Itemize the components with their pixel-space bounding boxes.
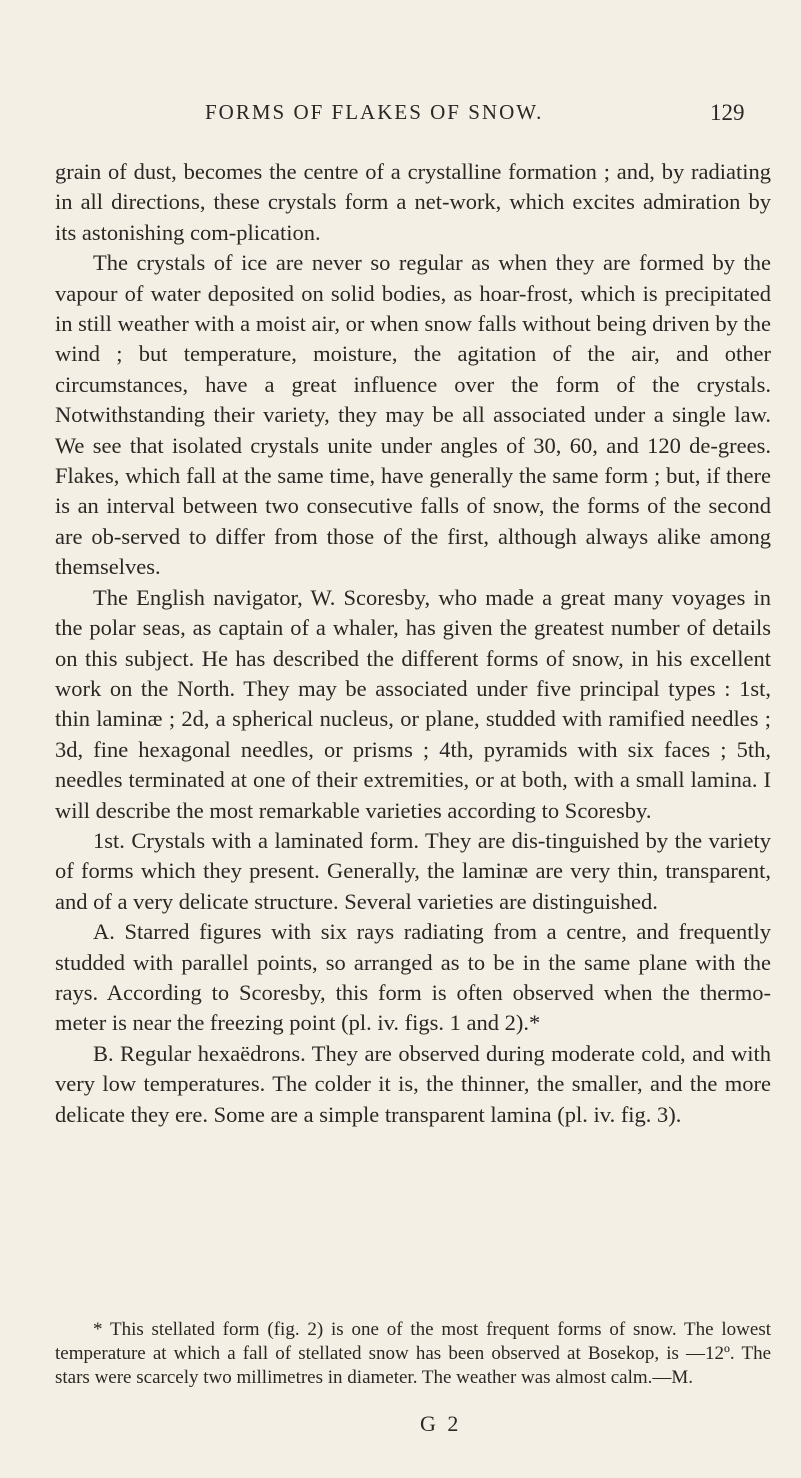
footnote-text: * This stellated form (fig. 2) is one of the most frequent forms of snow. The lowest temperature at which a fall of stellated snow has been observed at Bosekop, is —12º. The stars were scarcely two millimetres in diameter. The weather was almost calm.—M. <box>55 1319 771 1388</box>
page-number: 129 <box>710 100 745 125</box>
page-header <box>0 100 801 134</box>
paragraph-laminated-form: 1st. Crystals with a laminated form. They are dis-tinguished by the variety of forms which they present. Generally, the laminæ are very thin, transparent, and of a very delicate structure. Several varieties are distinguished. <box>55 827 771 914</box>
running-head: FORMS OF FLAKES OF SNOW. <box>205 100 544 124</box>
paragraph-scoresby: The English navigator, W. Scoresby, who made a great many voyages in the polar seas, as captain of a whaler, has given the greatest number of details on this subject. He has described the different forms of snow, in his excellent work on the North. They may be associated under five principal types : 1st, thin laminæ ; 2d, a spherical nucleus, or plane, studded with ramified needles ; 3d, fine hexagonal needles, or prisms ; 4th, pyramids with six faces ; 5th, needles terminated at one of their extremities, or at both, with a small lamina. I will describe the most remarkable varieties according to Scoresby. <box>55 584 771 823</box>
paragraph-hexaedrons: B. Regular hexaëdrons. They are observed during moderate cold, and with very low temperatures. The colder it is, the thinner, the smaller, and the more delicate they ere. Some are a simple transparent lamina (pl. iv. fig. 3). <box>55 1040 771 1127</box>
paragraph-starred-figures: A. Starred figures with six rays radiating from a centre, and frequently studded with parallel points, so arranged as to be in the same plane with the rays. According to Scoresby, this form is often observed when the thermo-meter is near the freezing point (pl. iv. figs. 1 and 2).* <box>55 919 771 1036</box>
body-text <box>55 157 771 1130</box>
paragraph-crystals-of-ice: The crystals of ice are never so regular as when they are formed by the vapour of water deposited on solid bodies, as hoar-frost, which is precipitated in still weather with a moist air, or when snow falls without being driven by the wind ; but temperature, moisture, the agitation of the air, and other circumstances, have a great influence over the form of the crystals. Notwithstanding their variety, they may be all associated under a single law. We see that isolated crystals unite under angles of 30, 60, and 120 de-grees. Flakes, which fall at the same time, have generally the same form ; but, if there is an interval between two consecutive falls of snow, the forms of the second are ob-served to differ from those of the first, although always alike among themselves. <box>55 250 771 580</box>
signature-mark: G 2 <box>420 1411 462 1436</box>
paragraph-continued: grain of dust, becomes the centre of a crystalline formation ; and, by radiating in all directions, these crystals form a net-work, which excites admiration by its astonishing com-plication. <box>55 159 771 245</box>
footnote <box>55 1318 771 1390</box>
